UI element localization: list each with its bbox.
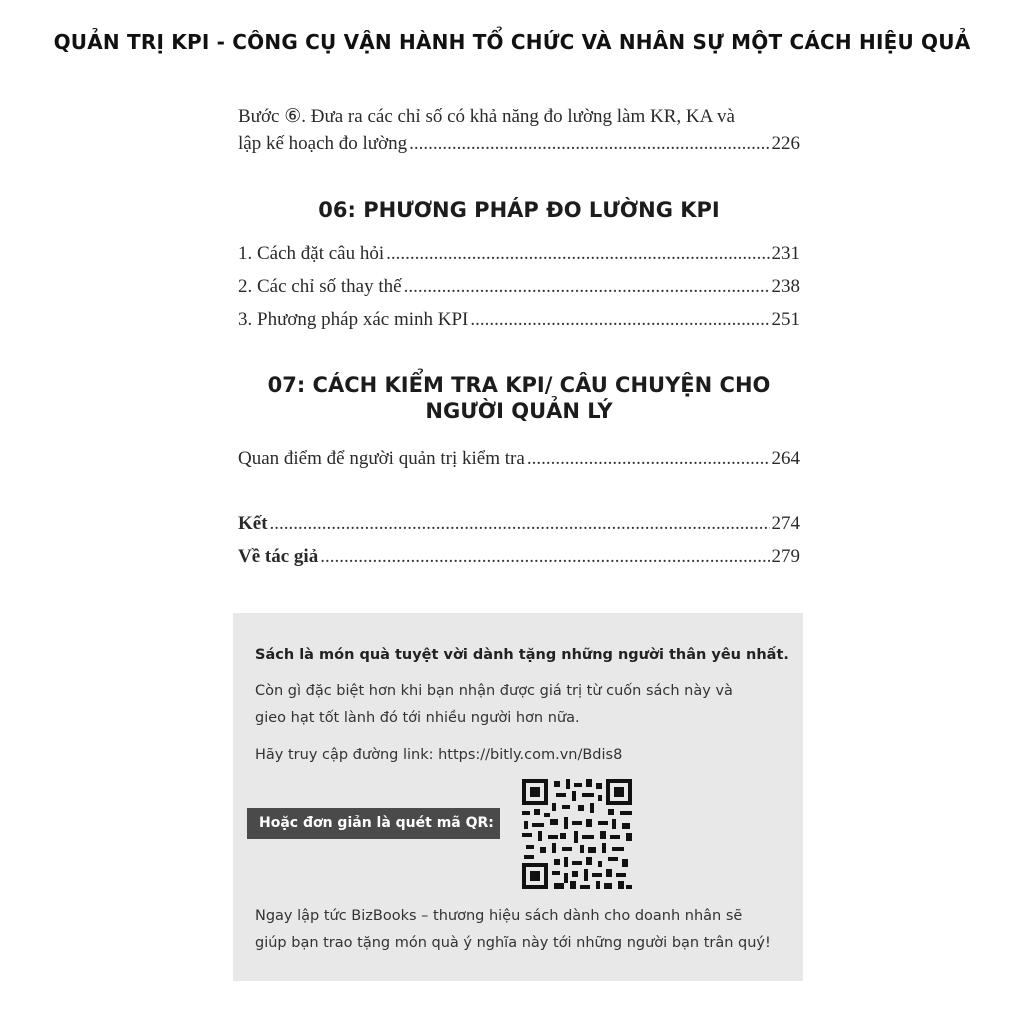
dot-leader <box>527 445 770 472</box>
chapter-heading-line: NGƯỜI QUẢN LÝ <box>425 399 613 423</box>
chapter-heading-06: 06: PHƯƠNG PHÁP ĐO LƯỜNG KPI <box>318 198 720 222</box>
page-number: 251 <box>771 309 800 330</box>
dot-leader <box>404 273 770 300</box>
toc-entry-text: lập kế hoạch đo lường <box>238 133 408 154</box>
page-number: 264 <box>771 448 800 469</box>
dot-leader <box>270 510 770 537</box>
toc-entry-title: 1. Cách đặt câu hỏi <box>238 243 385 264</box>
qr-code-icon[interactable] <box>522 779 632 889</box>
page-number: 226 <box>771 133 800 154</box>
toc-entry-text: Bước ⑥. Đưa ra các chỉ số có khả năng đo lường làm KR, KA và <box>238 106 735 127</box>
toc-entry <box>238 240 800 267</box>
toc-list-chapter07 <box>238 445 800 472</box>
gift-paragraph-line: Ngay lập tức BizBooks – thương hiệu sách dành cho doanh nhân sẽ <box>255 908 743 924</box>
toc-entry-step6 <box>238 103 800 157</box>
dot-leader <box>409 130 769 157</box>
dot-leader <box>470 306 769 333</box>
dot-leader <box>320 543 769 570</box>
gift-heading: Sách là món quà tuyệt vời dành tặng những người thân yêu nhất. <box>255 647 789 663</box>
page-number: 274 <box>771 513 800 534</box>
gift-paragraph-line: gieo hạt tốt lành đó tới nhiều người hơn nữa. <box>255 710 580 726</box>
toc-entry <box>238 543 800 570</box>
dot-leader <box>386 240 769 267</box>
toc-entry-title: 3. Phương pháp xác minh KPI <box>238 309 469 330</box>
toc-entry-title: Quan điểm để người quản trị kiểm tra <box>238 448 525 469</box>
toc-list-chapter06 <box>238 240 800 333</box>
qr-label: Hoặc đơn giản là quét mã QR: <box>247 808 500 839</box>
toc-entry-title: 2. Các chỉ số thay thế <box>238 276 402 297</box>
page-number: 231 <box>771 243 800 264</box>
toc-entry <box>238 510 800 537</box>
toc-entry-title: Kết <box>238 513 268 534</box>
gift-paragraph-line: Còn gì đặc biệt hơn khi bạn nhận được giá trị từ cuốn sách này và <box>255 683 733 699</box>
toc-entry <box>238 445 800 472</box>
toc-entry <box>238 273 800 300</box>
chapter-heading-07 <box>238 372 800 424</box>
gift-link-line: Hãy truy cập đường link: https://bitly.com.vn/Bdis8 <box>255 747 623 763</box>
page-number: 238 <box>771 276 800 297</box>
page-number: 279 <box>771 546 800 567</box>
toc-entry-line <box>238 130 800 157</box>
toc-list-endmatter <box>238 510 800 570</box>
gift-paragraph-line: giúp bạn trao tặng món quà ý nghĩa này tới những người bạn trân quý! <box>255 935 771 951</box>
gift-promo-box <box>233 613 803 981</box>
page-banner-title: QUẢN TRỊ KPI - CÔNG CỤ VẬN HÀNH TỔ CHỨC VÀ NHÂN SỰ MỘT CÁCH HIỆU QUẢ <box>53 30 971 54</box>
toc-entry <box>238 306 800 333</box>
chapter-heading-line: 07: CÁCH KIỂM TRA KPI/ CÂU CHUYỆN CHO <box>267 373 771 397</box>
toc-entry-title: Về tác giả <box>238 546 319 567</box>
